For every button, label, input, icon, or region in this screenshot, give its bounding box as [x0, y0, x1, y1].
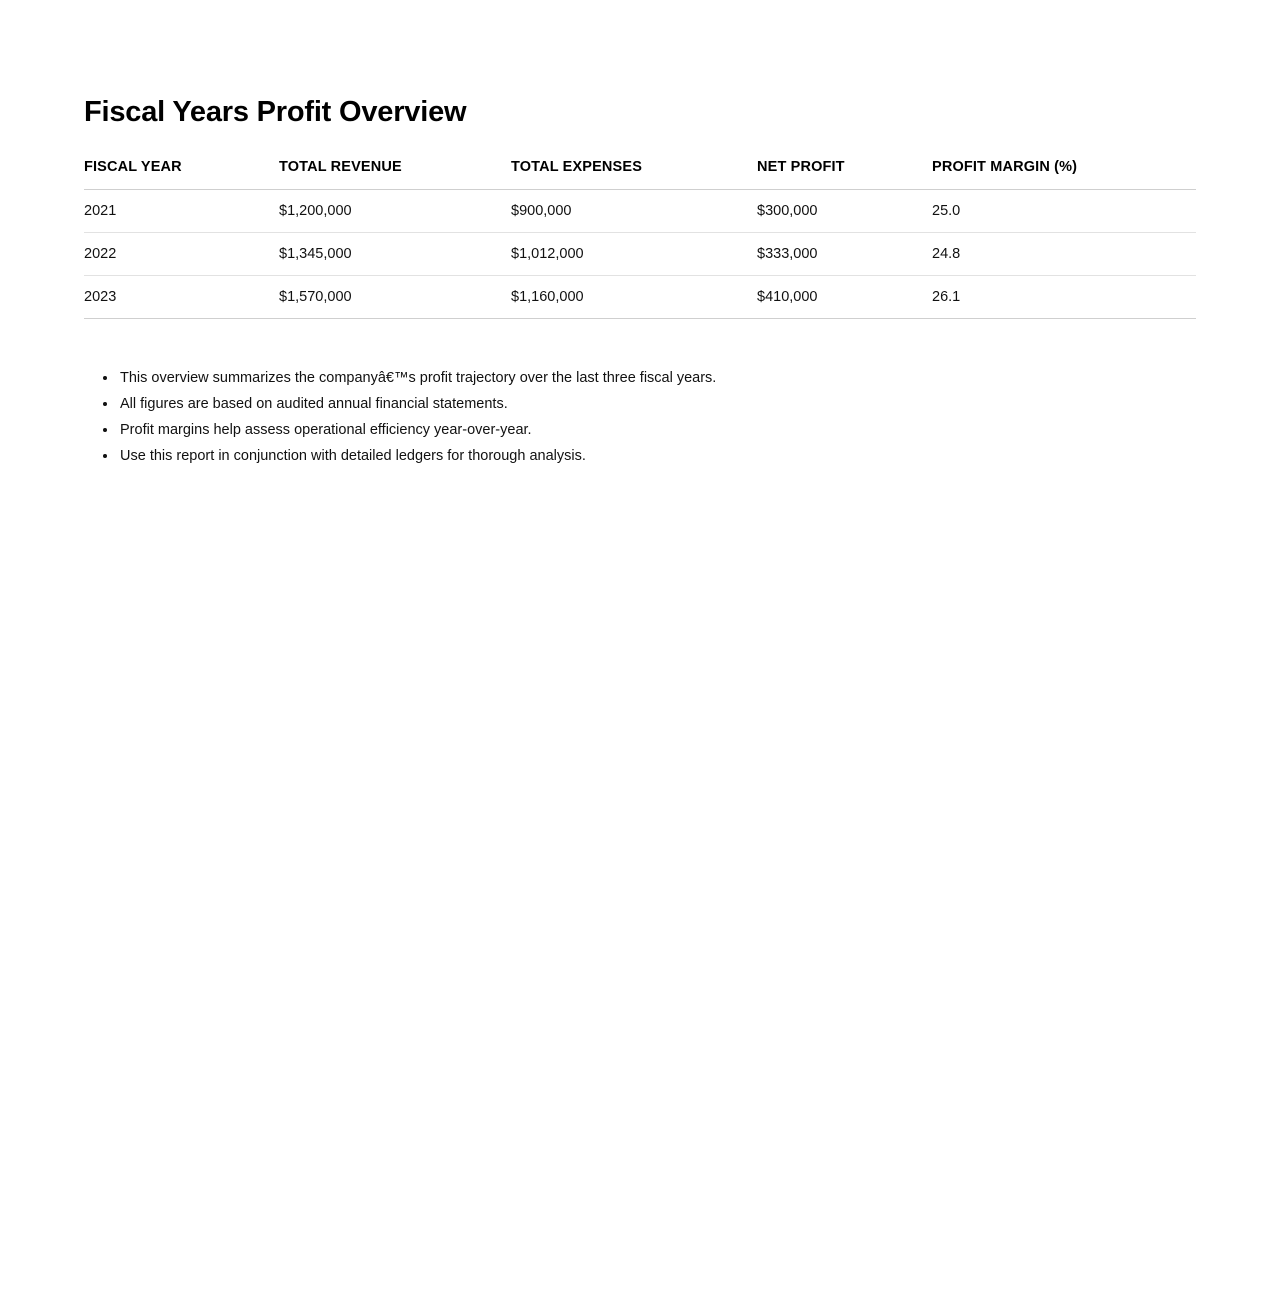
column-header-fiscal-year: FISCAL YEAR [84, 159, 279, 190]
cell-total-expenses: $1,012,000 [511, 233, 757, 276]
cell-net-profit: $300,000 [757, 190, 932, 233]
cell-profit-margin: 24.8 [932, 233, 1196, 276]
document-page [0, 0, 1278, 469]
cell-total-expenses: $900,000 [511, 190, 757, 233]
list-item: • This overview summarizes the companyâ€™s profit trajectory over the last three fiscal years. [118, 365, 1194, 391]
column-header-net-profit: NET PROFIT [757, 159, 932, 190]
fiscal-years-table [84, 159, 1196, 319]
cell-total-revenue: $1,200,000 [279, 190, 511, 233]
cell-fiscal-year: 2023 [84, 276, 279, 319]
list-item: • Profit margins help assess operational efficiency year-over-year. [118, 417, 1194, 443]
table-row [84, 190, 1196, 233]
table-header [84, 159, 1196, 190]
cell-profit-margin: 26.1 [932, 276, 1196, 319]
table-row [84, 276, 1196, 319]
notes-list [84, 365, 1194, 469]
column-header-profit-margin: PROFIT MARGIN (%) [932, 159, 1196, 190]
table-row [84, 233, 1196, 276]
cell-total-expenses: $1,160,000 [511, 276, 757, 319]
column-header-total-revenue: TOTAL REVENUE [279, 159, 511, 190]
list-item: • Use this report in conjunction with detailed ledgers for thorough analysis. [118, 443, 1194, 469]
column-header-total-expenses: TOTAL EXPENSES [511, 159, 757, 190]
table-body [84, 190, 1196, 319]
cell-profit-margin: 25.0 [932, 190, 1196, 233]
cell-total-revenue: $1,570,000 [279, 276, 511, 319]
cell-net-profit: $410,000 [757, 276, 932, 319]
cell-fiscal-year: 2021 [84, 190, 279, 233]
cell-fiscal-year: 2022 [84, 233, 279, 276]
table-header-row [84, 159, 1196, 190]
page-title: Fiscal Years Profit Overview [84, 96, 467, 128]
cell-net-profit: $333,000 [757, 233, 932, 276]
cell-total-revenue: $1,345,000 [279, 233, 511, 276]
list-item: • All figures are based on audited annual financial statements. [118, 391, 1194, 417]
